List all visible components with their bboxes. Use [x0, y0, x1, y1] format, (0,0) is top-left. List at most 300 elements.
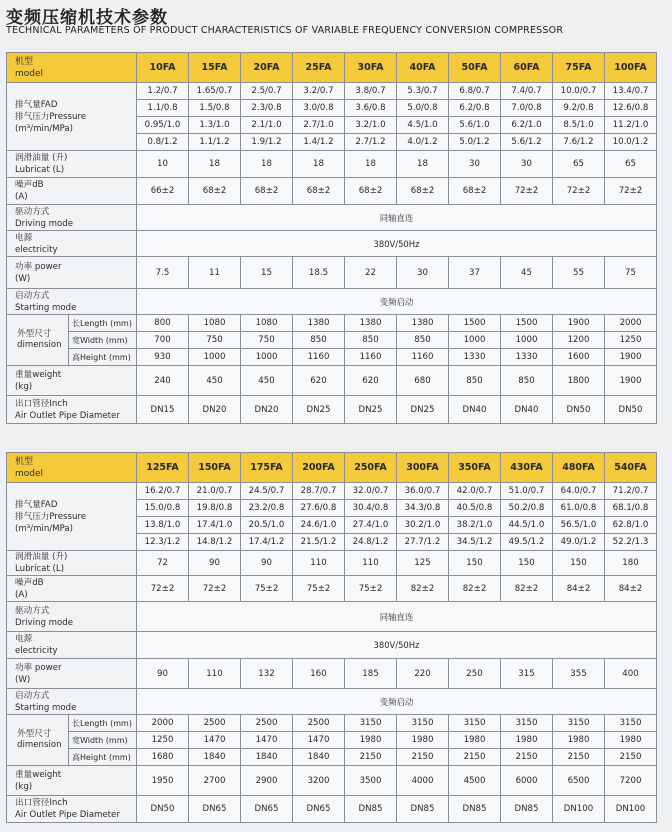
- weight-label: [7, 766, 137, 796]
- weight-label-cn: 重量weight: [15, 369, 62, 380]
- fad-value: 17.4/1.2: [241, 534, 293, 551]
- fad-value: 1.2/0.7: [137, 83, 189, 100]
- fad-value: 1.3/1.0: [189, 117, 241, 134]
- fad-value: 17.4/1.0: [189, 517, 241, 534]
- fad-value: 62.8/1.0: [605, 517, 657, 534]
- length-value: 3150: [345, 715, 397, 732]
- power-value: 7.5: [137, 257, 189, 289]
- lubricant-value: 180: [605, 551, 657, 576]
- fad-label-line: 排气压力Pressure: [15, 511, 87, 522]
- weight-value: 450: [189, 366, 241, 396]
- lubricant-value: 90: [189, 551, 241, 576]
- table-row: [7, 332, 657, 349]
- fad-value: 2.7/1.0: [293, 117, 345, 134]
- table-row: [7, 715, 657, 732]
- driving-mode-label-cn: 驱动方式: [15, 605, 50, 616]
- length-value: 3150: [553, 715, 605, 732]
- pipe-diameter-label-cn: 出口管径Inch: [15, 398, 68, 409]
- fad-value: 36.0/0.7: [397, 483, 449, 500]
- pipe-diameter-value: DN25: [293, 396, 345, 424]
- length-value: 1500: [501, 315, 553, 332]
- model-name: 150FA: [189, 453, 241, 483]
- height-value: 1840: [241, 749, 293, 766]
- pipe-diameter-value: DN65: [241, 796, 293, 823]
- width-value: 1980: [345, 732, 397, 749]
- fad-value: 20.5/1.0: [241, 517, 293, 534]
- model-label: [7, 53, 137, 83]
- fad-value: 1.4/1.2: [293, 134, 345, 151]
- power-value: 250: [449, 659, 501, 689]
- power-value: 15: [241, 257, 293, 289]
- length-value: 3150: [501, 715, 553, 732]
- pipe-diameter-value: DN25: [397, 396, 449, 424]
- electricity-label-cn: 电源: [15, 232, 33, 243]
- fad-value: 28.7/0.7: [293, 483, 345, 500]
- spec-table-2: [6, 452, 657, 823]
- noise-value: 84±2: [553, 576, 605, 602]
- noise-label-cn: 噪声dB: [15, 577, 44, 588]
- power-value: 185: [345, 659, 397, 689]
- weight-value: 620: [345, 366, 397, 396]
- fad-value: 49.0/1.2: [553, 534, 605, 551]
- table-row: [7, 453, 657, 483]
- fad-value: 68.1/0.8: [605, 500, 657, 517]
- lubricant-label-cn: 润滑油量 (升): [15, 153, 68, 163]
- table-row: [7, 315, 657, 332]
- table-row: [7, 796, 657, 823]
- fad-value: 15.0/0.8: [137, 500, 189, 517]
- pipe-diameter-value: DN20: [189, 396, 241, 424]
- fad-value: 3.2/1.0: [345, 117, 397, 134]
- fad-value: 27.4/1.0: [345, 517, 397, 534]
- noise-value: 75±2: [241, 576, 293, 602]
- fad-label-line: (m³/min/MPa): [15, 123, 73, 134]
- spec-table-1: [6, 52, 657, 424]
- electricity-label: [7, 632, 137, 659]
- width-value: 1000: [501, 332, 553, 349]
- noise-value: 68±2: [345, 178, 397, 205]
- noise-value: 72±2: [501, 178, 553, 205]
- table-row: [7, 689, 657, 715]
- model-name: 10FA: [137, 53, 189, 83]
- lubricant-value: 65: [605, 151, 657, 178]
- model-name: 540FA: [605, 453, 657, 483]
- width-value: 850: [293, 332, 345, 349]
- weight-value: 1950: [137, 766, 189, 796]
- lubricant-value: 18: [345, 151, 397, 178]
- power-value: 355: [553, 659, 605, 689]
- width-value: 1000: [449, 332, 501, 349]
- electricity-label-cn: 电源: [15, 634, 33, 644]
- fad-value: 21.5/1.2: [293, 534, 345, 551]
- table-row: [7, 53, 657, 83]
- electricity-value: 380V/50Hz: [137, 231, 657, 257]
- fad-value: 40.5/0.8: [449, 500, 501, 517]
- pipe-diameter-value: DN85: [397, 796, 449, 823]
- table-row: [7, 602, 657, 632]
- width-value: 850: [397, 332, 449, 349]
- power-value: 315: [501, 659, 553, 689]
- table-row: [7, 231, 657, 257]
- weight-value: 450: [241, 366, 293, 396]
- length-value: 800: [137, 315, 189, 332]
- length-value: 1500: [449, 315, 501, 332]
- width-value: 700: [137, 332, 189, 349]
- table-row: [7, 178, 657, 205]
- weight-label: [7, 366, 137, 396]
- noise-label: [7, 178, 137, 205]
- fad-value: 42.0/0.7: [449, 483, 501, 500]
- length-value: 2000: [605, 315, 657, 332]
- pipe-diameter-value: DN40: [501, 396, 553, 424]
- fad-value: 34.3/0.8: [397, 500, 449, 517]
- fad-value: 27.6/0.8: [293, 500, 345, 517]
- fad-value: 16.2/0.7: [137, 483, 189, 500]
- noise-value: 72±2: [189, 576, 241, 602]
- length-value: 3150: [449, 715, 501, 732]
- length-label: 长Length (mm): [69, 315, 137, 332]
- lubricant-value: 18: [293, 151, 345, 178]
- fad-value: 24.6/1.0: [293, 517, 345, 534]
- page-title: 变频压缩机技术参数: [6, 8, 168, 28]
- model-label-cn: 机型: [15, 456, 34, 467]
- height-value: 2150: [397, 749, 449, 766]
- noise-value: 82±2: [449, 576, 501, 602]
- lubricant-label-cn: 润滑油量 (升): [15, 552, 68, 562]
- length-value: 3150: [397, 715, 449, 732]
- fad-label-line: 排气量FAD: [15, 99, 58, 110]
- fad-value: 10.0/1.2: [605, 134, 657, 151]
- power-label-cn: 功率 power: [15, 261, 62, 272]
- pipe-diameter-value: DN20: [241, 396, 293, 424]
- height-value: 930: [137, 349, 189, 366]
- width-value: 1980: [397, 732, 449, 749]
- fad-value: 5.6/1.2: [501, 134, 553, 151]
- model-label-cn: 机型: [15, 56, 34, 67]
- power-value: 22: [345, 257, 397, 289]
- fad-value: 44.5/1.0: [501, 517, 553, 534]
- width-label: 宽Width (mm): [69, 332, 137, 349]
- table-row: [7, 396, 657, 424]
- lubricant-label: [7, 151, 137, 178]
- noise-value: 68±2: [293, 178, 345, 205]
- dimension-label-line: 外型尺寸: [17, 329, 52, 339]
- length-value: 1080: [241, 315, 293, 332]
- fad-label-line: 排气量FAD: [15, 499, 58, 510]
- noise-value: 66±2: [137, 178, 189, 205]
- pipe-diameter-value: DN50: [137, 796, 189, 823]
- fad-value: 6.8/0.7: [449, 83, 501, 100]
- weight-value: 680: [397, 366, 449, 396]
- height-value: 1330: [501, 349, 553, 366]
- lubricant-value: 150: [501, 551, 553, 576]
- fad-value: 11.2/1.0: [605, 117, 657, 134]
- fad-value: 1.5/0.8: [189, 100, 241, 117]
- width-value: 1250: [137, 732, 189, 749]
- length-value: 1900: [553, 315, 605, 332]
- height-value: 2150: [501, 749, 553, 766]
- starting-mode-label-en: Starting mode: [15, 702, 77, 713]
- model-name: 125FA: [137, 453, 189, 483]
- pipe-diameter-value: DN50: [605, 396, 657, 424]
- fad-value: 8.5/1.0: [553, 117, 605, 134]
- table-row: [7, 289, 657, 315]
- width-label: 宽Width (mm): [69, 732, 137, 749]
- pipe-diameter-value: DN25: [345, 396, 397, 424]
- noise-value: 68±2: [189, 178, 241, 205]
- table-row: [7, 732, 657, 749]
- length-value: 3150: [605, 715, 657, 732]
- noise-label-en: (A): [15, 192, 28, 202]
- fad-value: 30.4/0.8: [345, 500, 397, 517]
- noise-value: 72±2: [137, 576, 189, 602]
- model-name: 50FA: [449, 53, 501, 83]
- noise-value: 72±2: [605, 178, 657, 205]
- model-name: 30FA: [345, 53, 397, 83]
- driving-mode-label-en: Driving mode: [15, 617, 74, 628]
- lubricant-value: 110: [293, 551, 345, 576]
- pipe-diameter-value: DN40: [449, 396, 501, 424]
- dimension-label-line: dimension: [17, 740, 62, 750]
- fad-value: 3.6/0.8: [345, 100, 397, 117]
- height-value: 1000: [241, 349, 293, 366]
- pipe-diameter-label: [7, 396, 137, 424]
- fad-value: 27.7/1.2: [397, 534, 449, 551]
- pipe-diameter-value: DN85: [345, 796, 397, 823]
- fad-value: 5.0/0.8: [397, 100, 449, 117]
- model-label-en: model: [15, 68, 44, 79]
- lubricant-value: 72: [137, 551, 189, 576]
- weight-value: 2700: [189, 766, 241, 796]
- noise-value: 68±2: [241, 178, 293, 205]
- table-row: [7, 83, 657, 100]
- weight-value: 850: [501, 366, 553, 396]
- power-label-cn: 功率 power: [15, 662, 62, 673]
- pipe-diameter-value: DN85: [501, 796, 553, 823]
- fad-value: 38.2/1.0: [449, 517, 501, 534]
- power-value: 75: [605, 257, 657, 289]
- pipe-diameter-label-cn: 出口管径Inch: [15, 798, 68, 808]
- noise-value: 72±2: [553, 178, 605, 205]
- weight-value: 6500: [553, 766, 605, 796]
- fad-value: 6.2/0.8: [449, 100, 501, 117]
- fad-value: 56.5/1.0: [553, 517, 605, 534]
- width-value: 750: [241, 332, 293, 349]
- noise-value: 82±2: [397, 576, 449, 602]
- fad-value: 64.0/0.7: [553, 483, 605, 500]
- fad-value: 3.0/0.8: [293, 100, 345, 117]
- lubricant-value: 10: [137, 151, 189, 178]
- width-value: 1980: [449, 732, 501, 749]
- fad-value: 14.8/1.2: [189, 534, 241, 551]
- driving-mode-label-cn: 驱动方式: [15, 206, 50, 217]
- starting-mode-label: [7, 689, 137, 715]
- power-label: [7, 659, 137, 689]
- table-row: [7, 205, 657, 231]
- weight-label-en: (kg): [15, 781, 33, 792]
- model-name: 25FA: [293, 53, 345, 83]
- lubricant-value: 30: [501, 151, 553, 178]
- power-label-en: (W): [15, 674, 31, 685]
- starting-mode-label-cn: 启动方式: [15, 690, 50, 701]
- length-value: 2500: [189, 715, 241, 732]
- height-value: 1600: [553, 349, 605, 366]
- table-row: [7, 257, 657, 289]
- table-row: [7, 576, 657, 602]
- width-value: 750: [189, 332, 241, 349]
- height-label: 高Height (mm): [69, 349, 137, 366]
- height-label: 高Height (mm): [69, 749, 137, 766]
- table-row: [7, 483, 657, 500]
- fad-value: 5.0/1.2: [449, 134, 501, 151]
- driving-mode-label-en: Driving mode: [15, 218, 74, 229]
- fad-value: 7.0/0.8: [501, 100, 553, 117]
- height-value: 2150: [449, 749, 501, 766]
- length-label: 长Length (mm): [69, 715, 137, 732]
- dimension-label-line: 外型尺寸: [17, 729, 52, 739]
- power-value: 18.5: [293, 257, 345, 289]
- lubricant-value: 18: [397, 151, 449, 178]
- power-label: [7, 257, 137, 289]
- power-value: 55: [553, 257, 605, 289]
- weight-value: 4000: [397, 766, 449, 796]
- electricity-label-en: electricity: [15, 244, 58, 255]
- power-label-en: (W): [15, 273, 31, 284]
- dimension-label-line: dimension: [17, 340, 62, 350]
- fad-label: [7, 83, 137, 151]
- length-value: 2500: [241, 715, 293, 732]
- fad-value: 5.3/0.7: [397, 83, 449, 100]
- fad-value: 19.8/0.8: [189, 500, 241, 517]
- weight-value: 3200: [293, 766, 345, 796]
- model-name: 200FA: [293, 453, 345, 483]
- fad-value: 13.4/0.7: [605, 83, 657, 100]
- weight-value: 240: [137, 366, 189, 396]
- noise-value: 68±2: [397, 178, 449, 205]
- pipe-diameter-label-en: Air Outlet Pipe Diameter: [15, 410, 120, 421]
- pipe-diameter-value: DN100: [553, 796, 605, 823]
- fad-value: 0.8/1.2: [137, 134, 189, 151]
- model-name: 15FA: [189, 53, 241, 83]
- dimension-label: [7, 715, 69, 766]
- power-value: 110: [189, 659, 241, 689]
- fad-value: 12.3/1.2: [137, 534, 189, 551]
- lubricant-value: 30: [449, 151, 501, 178]
- pipe-diameter-value: DN15: [137, 396, 189, 424]
- weight-value: 1900: [605, 366, 657, 396]
- height-value: 1840: [189, 749, 241, 766]
- width-value: 1980: [605, 732, 657, 749]
- height-value: 1900: [605, 349, 657, 366]
- table-row: [7, 766, 657, 796]
- length-value: 2500: [293, 715, 345, 732]
- noise-value: 75±2: [345, 576, 397, 602]
- driving-mode-label: [7, 602, 137, 632]
- model-name: 300FA: [397, 453, 449, 483]
- noise-value: 68±2: [449, 178, 501, 205]
- power-value: 30: [397, 257, 449, 289]
- width-value: 1250: [605, 332, 657, 349]
- electricity-label-en: electricity: [15, 646, 58, 656]
- fad-value: 52.2/1.3: [605, 534, 657, 551]
- pipe-diameter-value: DN85: [449, 796, 501, 823]
- width-value: 1470: [189, 732, 241, 749]
- lubricant-value: 110: [345, 551, 397, 576]
- length-value: 1380: [293, 315, 345, 332]
- weight-label-cn: 重量weight: [15, 769, 62, 780]
- length-value: 1080: [189, 315, 241, 332]
- fad-value: 1.1/0.8: [137, 100, 189, 117]
- power-value: 11: [189, 257, 241, 289]
- starting-mode-label-cn: 启动方式: [15, 290, 50, 301]
- height-value: 1160: [293, 349, 345, 366]
- width-value: 1470: [241, 732, 293, 749]
- lubricant-value: 18: [241, 151, 293, 178]
- page-subtitle: TECHNICAL PARAMETERS OF PRODUCT CHARACTERISTICS OF VARIABLE FREQUENCY CONVERSION COMPRESSOR: [6, 25, 564, 36]
- fad-value: 3.8/0.7: [345, 83, 397, 100]
- fad-value: 2.3/0.8: [241, 100, 293, 117]
- fad-value: 0.95/1.0: [137, 117, 189, 134]
- model-label-en: model: [15, 468, 44, 479]
- fad-value: 32.0/0.7: [345, 483, 397, 500]
- fad-value: 2.5/0.7: [241, 83, 293, 100]
- power-value: 400: [605, 659, 657, 689]
- fad-value: 4.0/1.2: [397, 134, 449, 151]
- fad-value: 71.2/0.7: [605, 483, 657, 500]
- model-name: 175FA: [241, 453, 293, 483]
- noise-value: 84±2: [605, 576, 657, 602]
- fad-value: 24.5/0.7: [241, 483, 293, 500]
- model-name: 20FA: [241, 53, 293, 83]
- starting-mode-label: [7, 289, 137, 315]
- power-value: 220: [397, 659, 449, 689]
- width-value: 850: [345, 332, 397, 349]
- power-value: 37: [449, 257, 501, 289]
- fad-label: [7, 483, 137, 551]
- model-name: 480FA: [553, 453, 605, 483]
- height-value: 1000: [189, 349, 241, 366]
- lubricant-label-en: Lubricat (L): [15, 564, 65, 574]
- driving-mode-value: 同轴直连: [137, 602, 657, 632]
- noise-label: [7, 576, 137, 602]
- lubricant-value: 90: [241, 551, 293, 576]
- fad-value: 50.2/0.8: [501, 500, 553, 517]
- pipe-diameter-label-en: Air Outlet Pipe Diameter: [15, 810, 120, 820]
- pipe-diameter-label: [7, 796, 137, 823]
- fad-value: 10.0/0.7: [553, 83, 605, 100]
- height-value: 1680: [137, 749, 189, 766]
- noise-label-cn: 噪声dB: [15, 180, 44, 190]
- fad-value: 34.5/1.2: [449, 534, 501, 551]
- fad-value: 1.65/0.7: [189, 83, 241, 100]
- fad-value: 24.8/1.2: [345, 534, 397, 551]
- width-value: 1980: [501, 732, 553, 749]
- fad-value: 3.2/0.7: [293, 83, 345, 100]
- starting-mode-value: 变频启动: [137, 289, 657, 315]
- width-value: 1470: [293, 732, 345, 749]
- fad-value: 61.0/0.8: [553, 500, 605, 517]
- length-value: 1380: [397, 315, 449, 332]
- electricity-label: [7, 231, 137, 257]
- lubricant-value: 150: [553, 551, 605, 576]
- lubricant-label-en: Lubricat (L): [15, 165, 65, 175]
- weight-label-en: (kg): [15, 381, 33, 392]
- power-value: 45: [501, 257, 553, 289]
- weight-value: 3500: [345, 766, 397, 796]
- model-name: 40FA: [397, 53, 449, 83]
- fad-value: 2.1/1.0: [241, 117, 293, 134]
- driving-mode-value: 同轴直连: [137, 205, 657, 231]
